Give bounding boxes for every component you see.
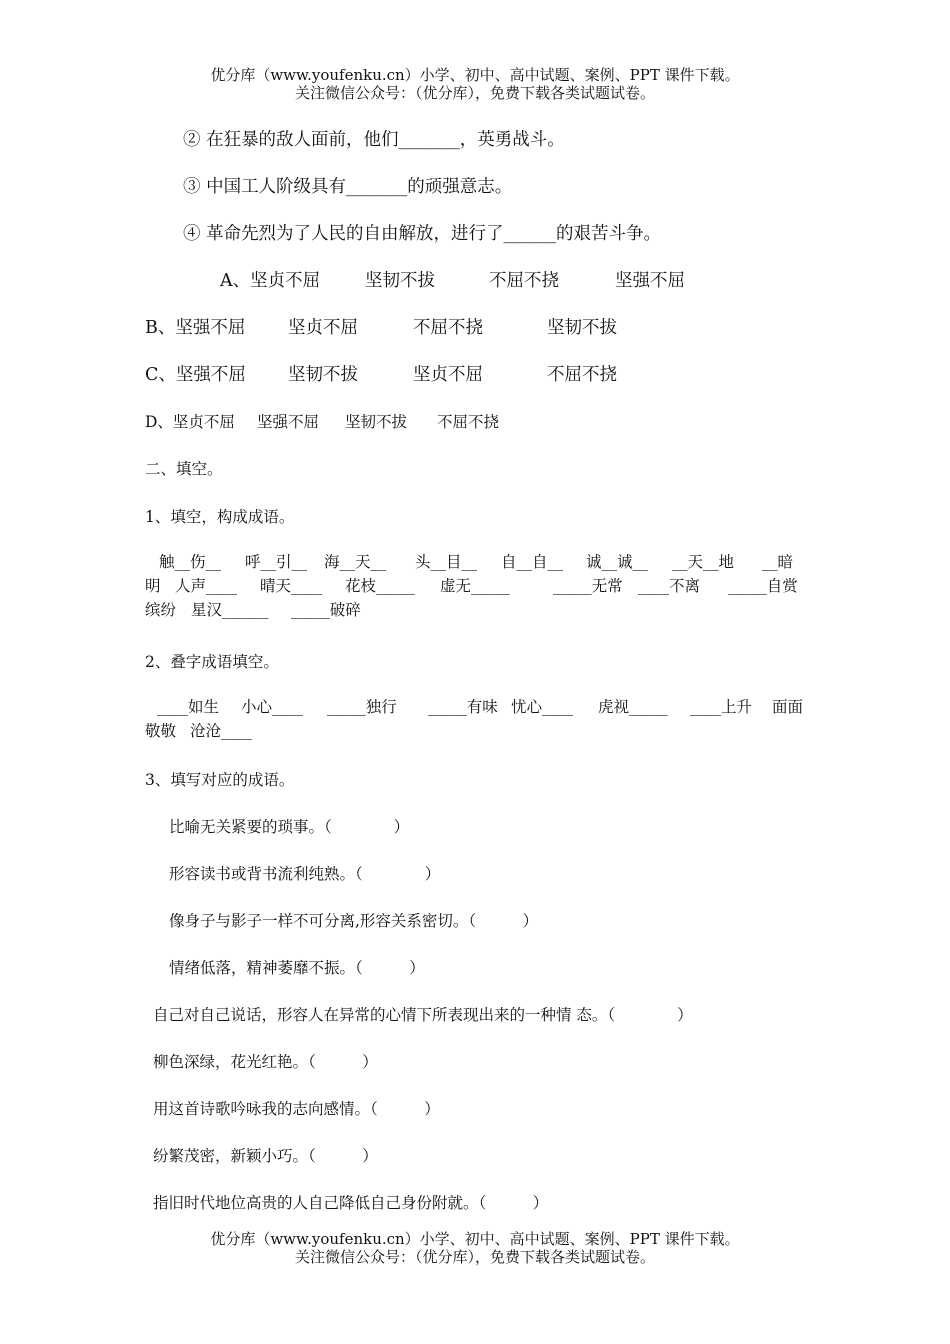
- part-1-row-2: [145, 574, 805, 598]
- option-b-3: 不屈不挠: [413, 318, 483, 338]
- idiom-blank: 星汉______: [191, 601, 269, 619]
- option-c-1: C、坚强不屈: [145, 365, 246, 385]
- definition-item: 指旧时代地位高贵的人自己降低自己身份附就。（ ）: [153, 1194, 549, 1212]
- idiom-blank: _____独行: [327, 698, 397, 716]
- footer-line-1: 优分库（www.youfenku.cn）小学、初中、高中试题、案例、PPT 课件下载。: [210, 1230, 740, 1248]
- footer-line-2: 关注微信公众号：（优分库），免费下载各类试题试卷。: [294, 1248, 655, 1266]
- option-b-2: 坚贞不屈: [288, 318, 358, 338]
- option-a-2: 坚韧不拔: [365, 271, 435, 291]
- idiom-blank: __天__地: [672, 553, 735, 571]
- idiom-blank: ____如生: [157, 698, 220, 716]
- idiom-blank: 虚无_____: [440, 577, 510, 595]
- option-c-3: 坚贞不屈: [413, 365, 483, 385]
- idiom-blank: 人声____: [175, 577, 238, 595]
- idiom-blank: 花枝_____: [345, 577, 415, 595]
- option-d-3: 坚韧不拔: [345, 413, 408, 431]
- part-2-row-2: [145, 719, 805, 743]
- definition-item: 情绪低落，精神萎靡不振。（ ）: [169, 959, 425, 977]
- option-d: [145, 410, 499, 432]
- idiom-blank: __暗: [762, 553, 794, 571]
- part-1-row-1: [145, 550, 805, 574]
- idiom-blank: _____破碎: [291, 601, 361, 619]
- idiom-blank: 海__天__: [324, 553, 387, 571]
- idiom-blank: 晴天____: [260, 577, 323, 595]
- option-b-4: 坚韧不拔: [547, 318, 617, 338]
- header-line-2: 关注微信公众号：（优分库），免费下载各类试题试卷。: [294, 84, 655, 102]
- idiom-blank: 头__目__: [415, 553, 478, 571]
- question-2: ② 在狂暴的敌人面前，他们_______，英勇战斗。: [183, 130, 565, 150]
- idiom-blank: 自__自__: [501, 553, 564, 571]
- option-c-2: 坚韧不拔: [288, 365, 358, 385]
- option-a: [220, 267, 685, 292]
- idiom-blank: 明: [145, 577, 161, 595]
- page-footer: [0, 1230, 950, 1266]
- idiom-blank: 触__伤__: [159, 553, 222, 571]
- option-a-1: A、坚贞不屈: [220, 271, 321, 291]
- definition-item: 柳色深绿，花光红艳。（ ）: [153, 1053, 378, 1071]
- option-b-1: B、坚强不屈: [145, 318, 246, 338]
- definition-item: 比喻无关紧要的琐事。（ ）: [169, 818, 410, 836]
- part-2-row-1: [145, 695, 805, 719]
- page-header: [0, 66, 950, 102]
- idiom-blank: 忧心____: [511, 698, 574, 716]
- section-2-title: 二、填空。: [145, 460, 223, 478]
- idiom-blank: ____不离: [638, 577, 701, 595]
- option-b: [145, 314, 617, 339]
- idiom-blank: _____无常: [553, 577, 623, 595]
- idiom-blank: 沧沧____: [190, 722, 253, 740]
- option-a-4: 坚强不屈: [615, 271, 685, 291]
- idiom-blank: 缤纷: [145, 601, 177, 619]
- option-c-4: 不屈不挠: [547, 365, 617, 385]
- option-a-3: 不屈不挠: [489, 271, 559, 291]
- idiom-blank: 面面: [772, 698, 804, 716]
- idiom-blank: 虎视_____: [598, 698, 668, 716]
- idiom-blank: _____自赏: [728, 577, 798, 595]
- definition-item: 形容读书或背书流利纯熟。（ ）: [169, 865, 441, 883]
- part-1-title: 1、填空，构成成语。: [145, 508, 295, 526]
- part-2-title: 2、叠字成语填空。: [145, 653, 279, 671]
- definition-item: 自己对自己说话，形容人在异常的心情下所表现出来的一种情 态。（ ）: [153, 1006, 693, 1024]
- option-d-1: D、坚贞不屈: [145, 413, 235, 431]
- idiom-blank: _____有味: [428, 698, 498, 716]
- idiom-blank: 诚__诚__: [586, 553, 649, 571]
- header-line-1: 优分库（www.youfenku.cn）小学、初中、高中试题、案例、PPT 课件下载。: [210, 66, 740, 84]
- definition-item: 用这首诗歌吟咏我的志向感情。（ ）: [153, 1100, 440, 1118]
- idiom-blank: 敬敬: [145, 722, 177, 740]
- option-d-4: 不屈不挠: [437, 413, 500, 431]
- definition-item: 纷繁茂密，新颖小巧。（ ）: [153, 1147, 378, 1165]
- idiom-blank: 小心____: [241, 698, 304, 716]
- question-4: ④ 革命先烈为了人民的自由解放，进行了______的艰苦斗争。: [183, 224, 662, 244]
- question-3: ③ 中国工人阶级具有_______的顽强意志。: [183, 177, 513, 197]
- idiom-blank: 呼__引__: [245, 553, 308, 571]
- idiom-blank: ____上升: [690, 698, 753, 716]
- part-3-title: 3、填写对应的成语。: [145, 771, 295, 789]
- option-c: [145, 361, 617, 386]
- option-d-2: 坚强不屈: [257, 413, 320, 431]
- part-1-row-3: [145, 598, 805, 622]
- definition-item: 像身子与影子一样不可分离,形容关系密切。（ ）: [169, 912, 539, 930]
